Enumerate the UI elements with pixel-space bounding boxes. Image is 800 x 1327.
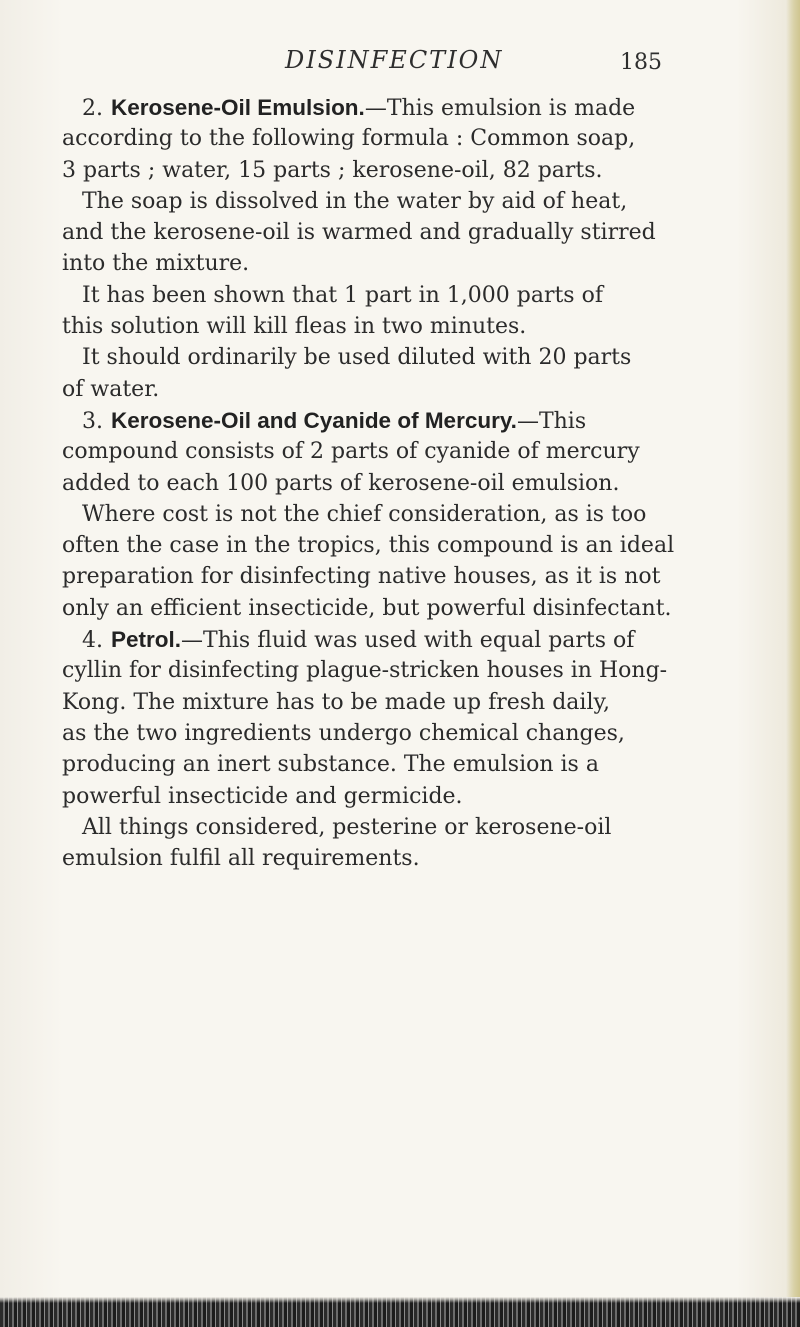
section-number: 4. bbox=[82, 628, 103, 654]
text-line bbox=[62, 92, 738, 123]
text-line bbox=[62, 155, 738, 186]
text-line bbox=[62, 374, 738, 405]
line-text: The soap is dissolved in the water by aid of heat, bbox=[82, 188, 628, 214]
text-line bbox=[62, 655, 738, 686]
line-text: this solution will kill fleas in two minutes. bbox=[62, 314, 527, 340]
section-number: 2. bbox=[82, 96, 103, 121]
line-text: —This fluid was used with equal parts of bbox=[181, 628, 635, 654]
text-line bbox=[62, 593, 738, 624]
line-text: according to the following formula : Common soap, bbox=[62, 126, 636, 152]
text-line bbox=[62, 405, 738, 436]
line-text: of water. bbox=[62, 376, 160, 402]
line-text: often the case in the tropics, this compound is an ideal bbox=[62, 533, 675, 559]
text-line bbox=[62, 530, 738, 561]
text-line bbox=[62, 186, 738, 217]
line-text: —This emulsion is made bbox=[364, 96, 636, 121]
text-line bbox=[62, 749, 738, 780]
text-line bbox=[62, 561, 738, 592]
line-text: emulsion fulfil all requirements. bbox=[62, 846, 420, 872]
text-line bbox=[62, 718, 738, 749]
page-edge-shadow bbox=[786, 0, 800, 1327]
text-line bbox=[62, 436, 738, 467]
page-header bbox=[0, 46, 800, 86]
text-line bbox=[62, 687, 738, 718]
section-number: 3. bbox=[82, 408, 103, 434]
section-heading: Petrol. bbox=[111, 627, 182, 653]
text-line bbox=[62, 468, 738, 499]
line-text: cyllin for disinfecting plague-stricken houses in Hong- bbox=[62, 658, 668, 684]
text-line bbox=[62, 248, 738, 279]
section-heading: Kerosene-Oil Emulsion. bbox=[111, 95, 365, 120]
running-head: DISINFECTION bbox=[285, 46, 504, 74]
line-text: producing an inert substance. The emulsion is a bbox=[62, 752, 599, 778]
text-line bbox=[62, 812, 738, 843]
line-text: into the mixture. bbox=[62, 251, 250, 277]
body-text bbox=[62, 92, 738, 874]
text-line bbox=[62, 217, 738, 248]
text-line bbox=[62, 843, 738, 874]
line-text: Kong. The mixture has to be made up fresh daily, bbox=[62, 689, 610, 715]
text-line bbox=[62, 624, 738, 655]
section-heading: Kerosene-Oil and Cyanide of Mercury. bbox=[111, 407, 517, 433]
line-text: added to each 100 parts of kerosene-oil emulsion. bbox=[62, 470, 620, 496]
text-line bbox=[62, 311, 738, 342]
line-text: 3 parts ; water, 15 parts ; kerosene-oil, 82 parts. bbox=[62, 157, 603, 183]
line-text: Where cost is not the chief consideration, as is too bbox=[82, 501, 647, 527]
text-line bbox=[62, 123, 738, 154]
line-text: It has been shown that 1 part in 1,000 parts of bbox=[82, 282, 603, 308]
text-line bbox=[62, 781, 738, 812]
line-text: preparation for disinfecting native houses, as it is not bbox=[62, 564, 661, 590]
text-line bbox=[62, 342, 738, 373]
page-number: 185 bbox=[620, 50, 662, 75]
line-text: All things considered, pesterine or kerosene-oil bbox=[82, 814, 612, 840]
line-text: powerful insecticide and germicide. bbox=[62, 783, 463, 809]
line-text: compound consists of 2 parts of cyanide of mercury bbox=[62, 439, 640, 465]
scan-edge-band bbox=[0, 1297, 800, 1327]
line-text: as the two ingredients undergo chemical changes, bbox=[62, 720, 625, 746]
text-line bbox=[62, 280, 738, 311]
text-line bbox=[62, 499, 738, 530]
line-text: It should ordinarily be used diluted with 20 parts bbox=[82, 345, 632, 371]
line-text: only an efficient insecticide, but powerful disinfectant. bbox=[62, 595, 672, 621]
line-text: —This bbox=[516, 408, 587, 434]
line-text: and the kerosene-oil is warmed and gradually stirred bbox=[62, 220, 656, 246]
